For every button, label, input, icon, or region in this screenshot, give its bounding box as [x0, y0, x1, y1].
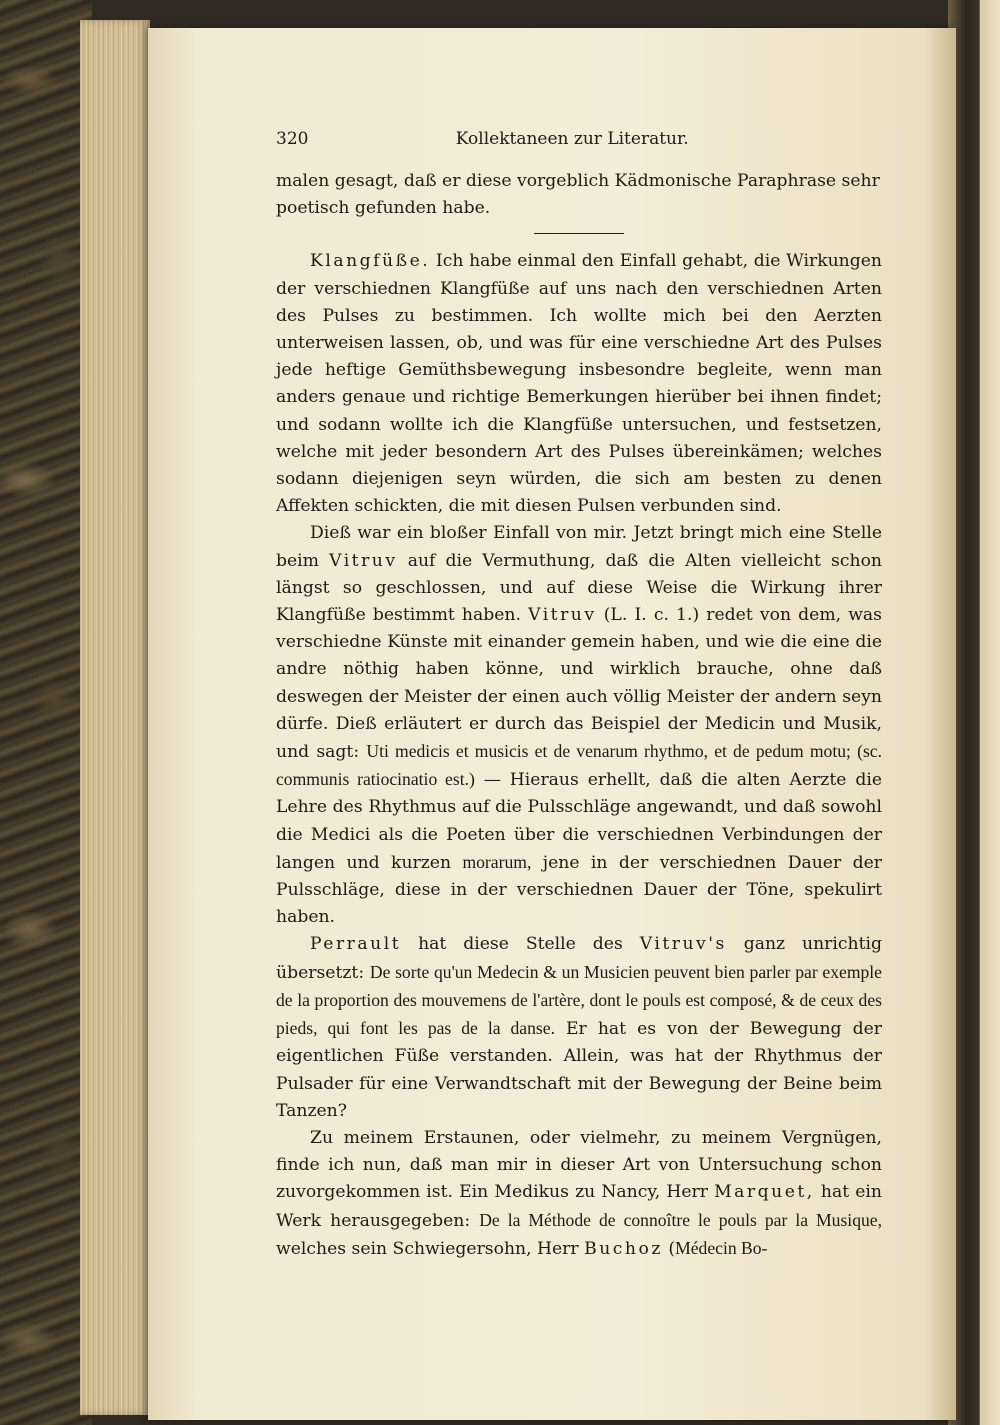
paragraph-text: Zu meinem Erstaunen, oder vielmehr, zu meinem Vergnügen, finde ich nun, daß man mir in dieser Art von Untersuchung schon zuvorgekommen ist. Ein Medikus zu Nancy, Herr [276, 1127, 882, 1203]
latin-word: morarum, [462, 851, 532, 872]
text-block [276, 126, 882, 1263]
section-divider [534, 233, 624, 234]
paragraph-text: Er hat es von der Bewegung der eigentlichen Füße verstanden. Allein, was hat der Rhythmus der Pulsader für eine Verwandtschaft mit der Bewegung der Beine beim Tanzen? [276, 1019, 882, 1121]
name-vitruv: Vitruv [528, 605, 597, 626]
paragraph-text: auf die Vermuthung, daß die Alten vielleicht schon längst so geschlossen, und auf diese Weise die Wirkung ihrer Klangfüße bestimmt haben. [276, 550, 882, 626]
marbled-cover [0, 0, 92, 1425]
paragraph-text: (L. I. c. 1.) redet von dem, was verschiedne Künste mit einander gemein haben, und wie die eine die andre nöthig haben könne, und wirklich brauche, ohne daß deswegen der Meister der einen auch völlig Meister der andern seyn dürfe. Dieß erläutert er durch das Beispiel der Medicin und Musik, und sagt: [276, 605, 883, 763]
paragraph-text: Ich habe einmal den Einfall gehabt, die Wirkungen der verschiednen Klangfüße auf uns nach den verschiednen Arten des Pulses zu bestimmen. Ich wollte mich bei den Aerzten unterweisen lassen, ob, und was für eine verschiedne Art des Pulses jede heftige Gemüthsbewegung insbesondre begleite, wenn man anders genaue und richtige Bemerkungen hierüber bei ihnen findet; und sodann wollte ich die Klangfüße untersuchen, und festsetzen, welche mit jeder besondern Art des Pulses übereinkämen; welches sodann diejenigen seyn würden, die sich am besten zu denen Affekten schickten, die mit diesen Pulsen verbunden sind. [276, 251, 882, 517]
name-vitruv: Vitruv [329, 550, 398, 571]
name-buchoz: Buchoz [584, 1238, 663, 1259]
paragraph-perrault [276, 931, 882, 1124]
page-edges [80, 20, 150, 1415]
name-perrault: Perrault [310, 934, 402, 955]
section-heading: Klangfüße. [310, 251, 431, 272]
paragraph-text: — Hieraus erhellt, daß die alten Aerzte die Lehre des Rhythmus auf die Pulsschläge angewandt, und daß sowohl die Medici als die Poeten über die verschiednen Verbindungen der langen und kurzen [276, 770, 882, 873]
book-title: De la Méthode de connoître le pouls par la Musique, [479, 1209, 882, 1230]
paragraph-text: welches sein Schwiegersohn, Herr [276, 1238, 585, 1259]
book-page [148, 28, 956, 1420]
latin-quote: Uti medicis et musicis et de venarum rhythmo, et de pedum motu; (sc. communis ratiocinatio est.) [276, 741, 882, 790]
french-quote: De sorte qu'un Medecin & un Musicien peuvent bien parler par exemple de la proportion des mouvemens de l'artère, dont le pouls est composé, & de ceux des pieds, qui font les pas de la danse. [276, 961, 882, 1039]
paragraph-text: hat diese Stelle des [401, 934, 640, 955]
page-number: 320 [276, 129, 309, 149]
paragraph-vitruv [276, 520, 882, 931]
intro-paragraph: malen gesagt, daß er diese vorgeblich Kädmonische Paraphrase sehr poetisch gefunden habe. [276, 171, 880, 219]
running-title: Kollektaneen zur Literatur. [455, 129, 689, 149]
running-head [276, 126, 882, 156]
french-quote: Médecin Bo- [675, 1237, 768, 1258]
paragraph-marquet [276, 1125, 882, 1263]
name-marquet: Marquet, [714, 1182, 815, 1203]
name-vitruv: Vitruv's [639, 934, 727, 955]
paragraph-text: ganz unrichtig übersetzt: [276, 934, 882, 983]
paragraph-text: jene in der verschiednen Dauer der Pulsschläge, diese in der verschiednen Dauer der Töne, spekulirt haben. [276, 852, 882, 928]
paragraph-text: ( [662, 1238, 676, 1259]
paragraph-klangfuesse [276, 248, 882, 520]
paragraph-text: Dieß war ein bloßer Einfall von mir. Jetzt bringt mich eine Stelle beim [276, 523, 882, 571]
paragraph-text: hat ein Werk herausgegeben: [276, 1182, 882, 1231]
